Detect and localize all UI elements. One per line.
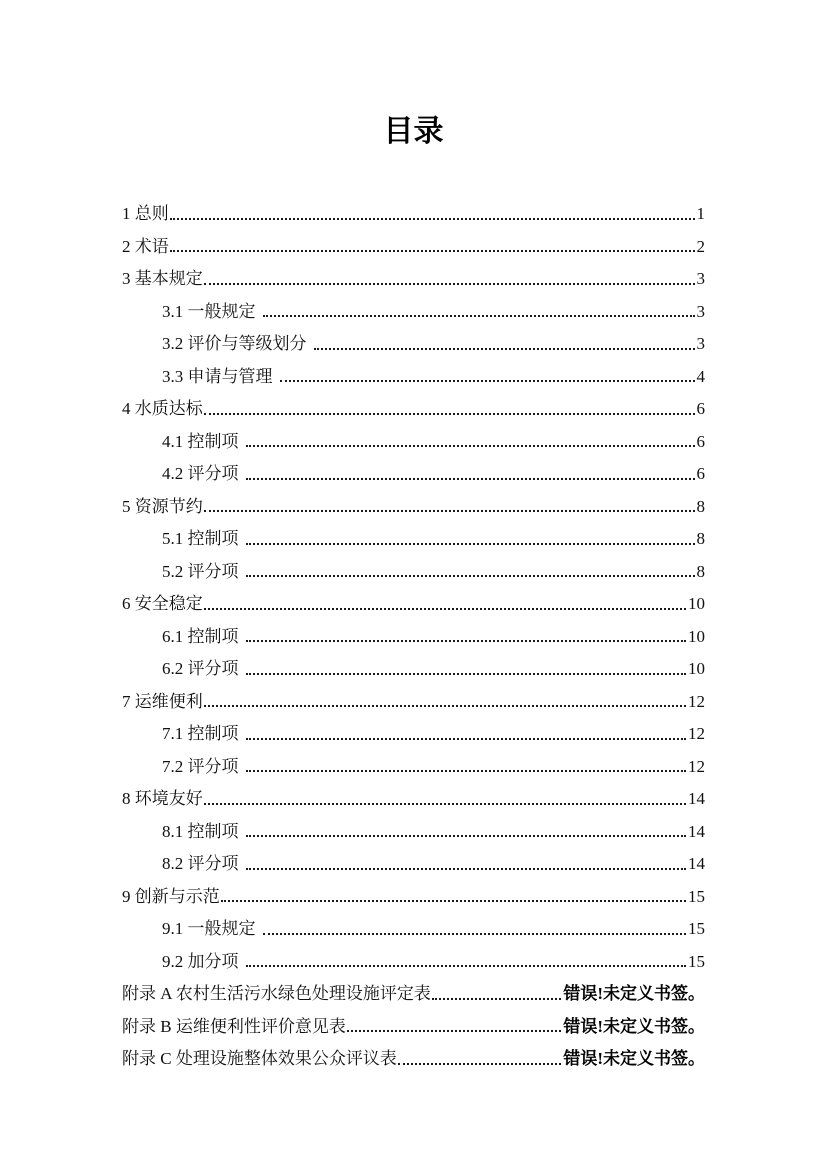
toc-entry[interactable]	[162, 293, 705, 326]
toc-entry[interactable]	[122, 683, 705, 716]
toc-entry-label: 4.2 评分项	[162, 464, 239, 484]
toc-entry[interactable]	[162, 618, 705, 651]
dot-leader	[204, 413, 695, 415]
toc-entry[interactable]	[122, 195, 705, 228]
toc-entry[interactable]	[162, 910, 705, 943]
toc-entry-label: 3.3 申请与管理	[162, 366, 273, 386]
toc-page-number: 15	[688, 919, 705, 939]
dot-leader	[280, 380, 695, 382]
dot-leader	[170, 250, 695, 252]
toc-entry-label: 6 安全稳定	[122, 594, 203, 614]
toc-page-number: 3	[696, 269, 705, 289]
toc-entry-label: 3 基本规定	[122, 269, 203, 289]
toc-list	[122, 195, 705, 1073]
toc-entry[interactable]	[162, 325, 705, 358]
toc-entry-label: 1 总则	[122, 204, 169, 224]
toc-entry[interactable]	[122, 390, 705, 423]
toc-entry-label: 7.1 控制项	[162, 724, 239, 744]
toc-entry[interactable]	[122, 228, 705, 261]
dot-leader	[432, 998, 561, 1000]
dot-leader	[246, 965, 687, 967]
dot-leader	[204, 510, 695, 512]
dot-leader	[246, 673, 687, 675]
toc-entry[interactable]	[162, 943, 705, 976]
toc-entry[interactable]	[162, 715, 705, 748]
toc-page-number: 14	[688, 821, 705, 841]
dot-leader	[246, 868, 687, 870]
toc-page-number: 8	[696, 529, 705, 549]
dot-leader	[246, 738, 687, 740]
dot-leader	[314, 348, 695, 350]
toc-page-number: 4	[696, 366, 705, 386]
toc-entry[interactable]	[162, 358, 705, 391]
dot-leader	[347, 1030, 561, 1032]
toc-entry-label: 8 环境友好	[122, 789, 203, 809]
toc-entry[interactable]	[122, 1040, 705, 1073]
toc-entry-label: 5 资源节约	[122, 496, 203, 516]
toc-entry-label: 9.2 加分项	[162, 951, 239, 971]
toc-page-number: 8	[696, 561, 705, 581]
toc-entry-label: 9.1 一般规定	[162, 919, 256, 939]
toc-entry[interactable]	[162, 423, 705, 456]
toc-page-number: 12	[688, 724, 705, 744]
dot-leader	[246, 445, 695, 447]
toc-page-number: 10	[688, 659, 705, 679]
toc-entry-label: 6.1 控制项	[162, 626, 239, 646]
toc-entry[interactable]	[122, 878, 705, 911]
toc-page-number: 错误!未定义书签。	[563, 984, 705, 1004]
toc-page-number: 2	[696, 236, 705, 256]
dot-leader	[204, 283, 695, 285]
toc-entry-label: 4.1 控制项	[162, 431, 239, 451]
toc-page-number: 12	[688, 691, 705, 711]
dot-leader	[263, 315, 695, 317]
toc-entry-label: 附录 A 农村生活污水绿色处理设施评定表	[122, 984, 431, 1004]
toc-entry-label: 8.1 控制项	[162, 821, 239, 841]
toc-page-number: 错误!未定义书签。	[563, 1049, 705, 1069]
toc-entry-label: 5.2 评分项	[162, 561, 239, 581]
toc-entry[interactable]	[122, 488, 705, 521]
toc-entry-label: 附录 B 运维便利性评价意见表	[122, 1016, 346, 1036]
toc-entry-label: 附录 C 处理设施整体效果公众评议表	[122, 1049, 397, 1069]
toc-page-number: 15	[688, 951, 705, 971]
toc-entry[interactable]	[162, 553, 705, 586]
toc-entry[interactable]	[122, 260, 705, 293]
toc-page-number: 6	[696, 464, 705, 484]
toc-page-number: 3	[696, 301, 705, 321]
toc-entry-label: 8.2 评分项	[162, 854, 239, 874]
toc-page-number: 15	[688, 886, 705, 906]
toc-entry[interactable]	[122, 1008, 705, 1041]
toc-entry-label: 9 创新与示范	[122, 886, 220, 906]
toc-entry-label: 3.2 评价与等级划分	[162, 334, 307, 354]
toc-entry-label: 7.2 评分项	[162, 756, 239, 776]
toc-entry[interactable]	[162, 650, 705, 683]
toc-page-number: 14	[688, 789, 705, 809]
toc-entry-label: 2 术语	[122, 236, 169, 256]
toc-entry-label: 4 水质达标	[122, 399, 203, 419]
toc-entry-label: 3.1 一般规定	[162, 301, 256, 321]
toc-page-number: 14	[688, 854, 705, 874]
toc-entry-label: 7 运维便利	[122, 691, 203, 711]
toc-page-number: 3	[696, 334, 705, 354]
dot-leader	[204, 608, 686, 610]
toc-entry[interactable]	[162, 813, 705, 846]
toc-entry[interactable]	[162, 455, 705, 488]
dot-leader	[246, 543, 695, 545]
toc-entry-label: 5.1 控制项	[162, 529, 239, 549]
dot-leader	[263, 933, 687, 935]
dot-leader	[204, 803, 686, 805]
toc-page-number: 12	[688, 756, 705, 776]
toc-page-number: 6	[696, 399, 705, 419]
dot-leader	[246, 835, 687, 837]
dot-leader	[398, 1063, 561, 1065]
toc-entry[interactable]	[122, 975, 705, 1008]
dot-leader	[221, 900, 686, 902]
toc-page-number: 错误!未定义书签。	[563, 1016, 705, 1036]
toc-page-number: 8	[696, 496, 705, 516]
dot-leader	[246, 770, 687, 772]
toc-entry[interactable]	[162, 845, 705, 878]
dot-leader	[204, 705, 686, 707]
toc-entry-label: 6.2 评分项	[162, 659, 239, 679]
dot-leader	[246, 575, 695, 577]
dot-leader	[246, 478, 695, 480]
toc-page-number: 10	[688, 594, 705, 614]
toc-entry[interactable]	[122, 585, 705, 618]
toc-page-number: 1	[696, 204, 705, 224]
toc-entry[interactable]	[122, 780, 705, 813]
toc-entry[interactable]	[162, 520, 705, 553]
dot-leader	[246, 640, 687, 642]
page-title: 目录	[383, 115, 444, 148]
dot-leader	[170, 218, 695, 220]
toc-page-number: 6	[696, 431, 705, 451]
toc-entry[interactable]	[162, 748, 705, 781]
toc-page-number: 10	[688, 626, 705, 646]
